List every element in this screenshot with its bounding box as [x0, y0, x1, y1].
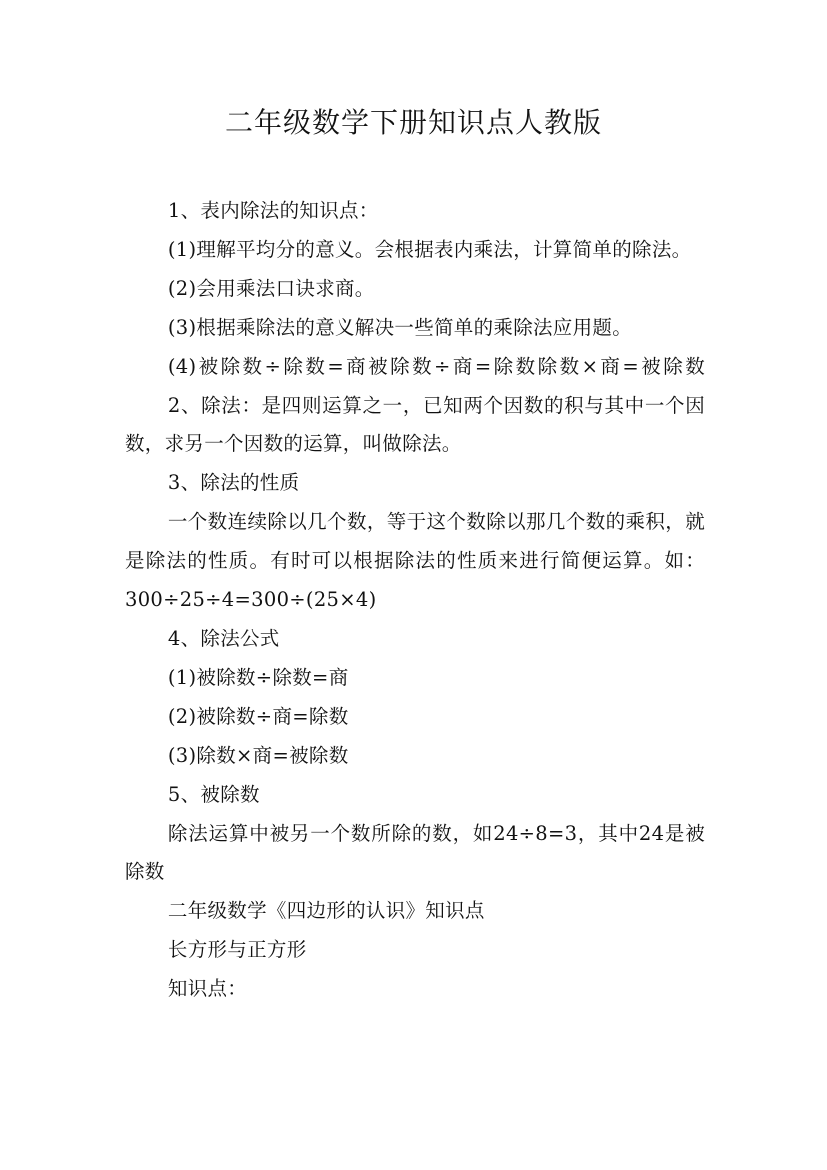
paragraph: 一个数连续除以几个数，等于这个数除以那几个数的乘积，就是除法的性质。有时可以根据除法的性质来进行简便运算。如：300÷25÷4=300÷(25×4) — [125, 510, 705, 612]
paragraph: (2)会用乘法口诀求商。 — [167, 276, 375, 300]
paragraph: (3)根据乘除法的意义解决一些简单的乘除法应用题。 — [167, 315, 633, 339]
paragraph: 3、除法的性质 — [167, 471, 300, 495]
document-title: 二年级数学下册知识点人教版 — [224, 106, 602, 139]
paragraph: 5、被除数 — [167, 782, 260, 806]
paragraph: (3)除数×商=被除数 — [167, 743, 349, 767]
paragraph: 二年级数学《四边形的认识》知识点 — [167, 899, 485, 923]
paragraph: (1)被除数÷除数=商 — [167, 665, 349, 689]
paragraph: 2、除法：是四则运算之一，已知两个因数的积与其中一个因数，求另一个因数的运算，叫做除法。 — [125, 393, 705, 456]
paragraph: (1)理解平均分的意义。会根据表内乘法，计算简单的除法。 — [167, 237, 692, 261]
paragraph: 除法运算中被另一个数所除的数，如24÷8=3，其中24是被除数 — [125, 821, 705, 884]
paragraph: 4、除法公式 — [167, 626, 280, 650]
paragraph: 知识点： — [167, 977, 248, 1001]
document-body — [125, 192, 705, 1009]
paragraph: (4)被除数÷除数=商被除数÷商=除数除数×商=被除数 — [167, 354, 705, 378]
paragraph: 长方形与正方形 — [167, 938, 307, 962]
paragraph: (2)被除数÷商=除数 — [167, 704, 349, 728]
paragraph: 1、表内除法的知识点： — [167, 199, 379, 222]
